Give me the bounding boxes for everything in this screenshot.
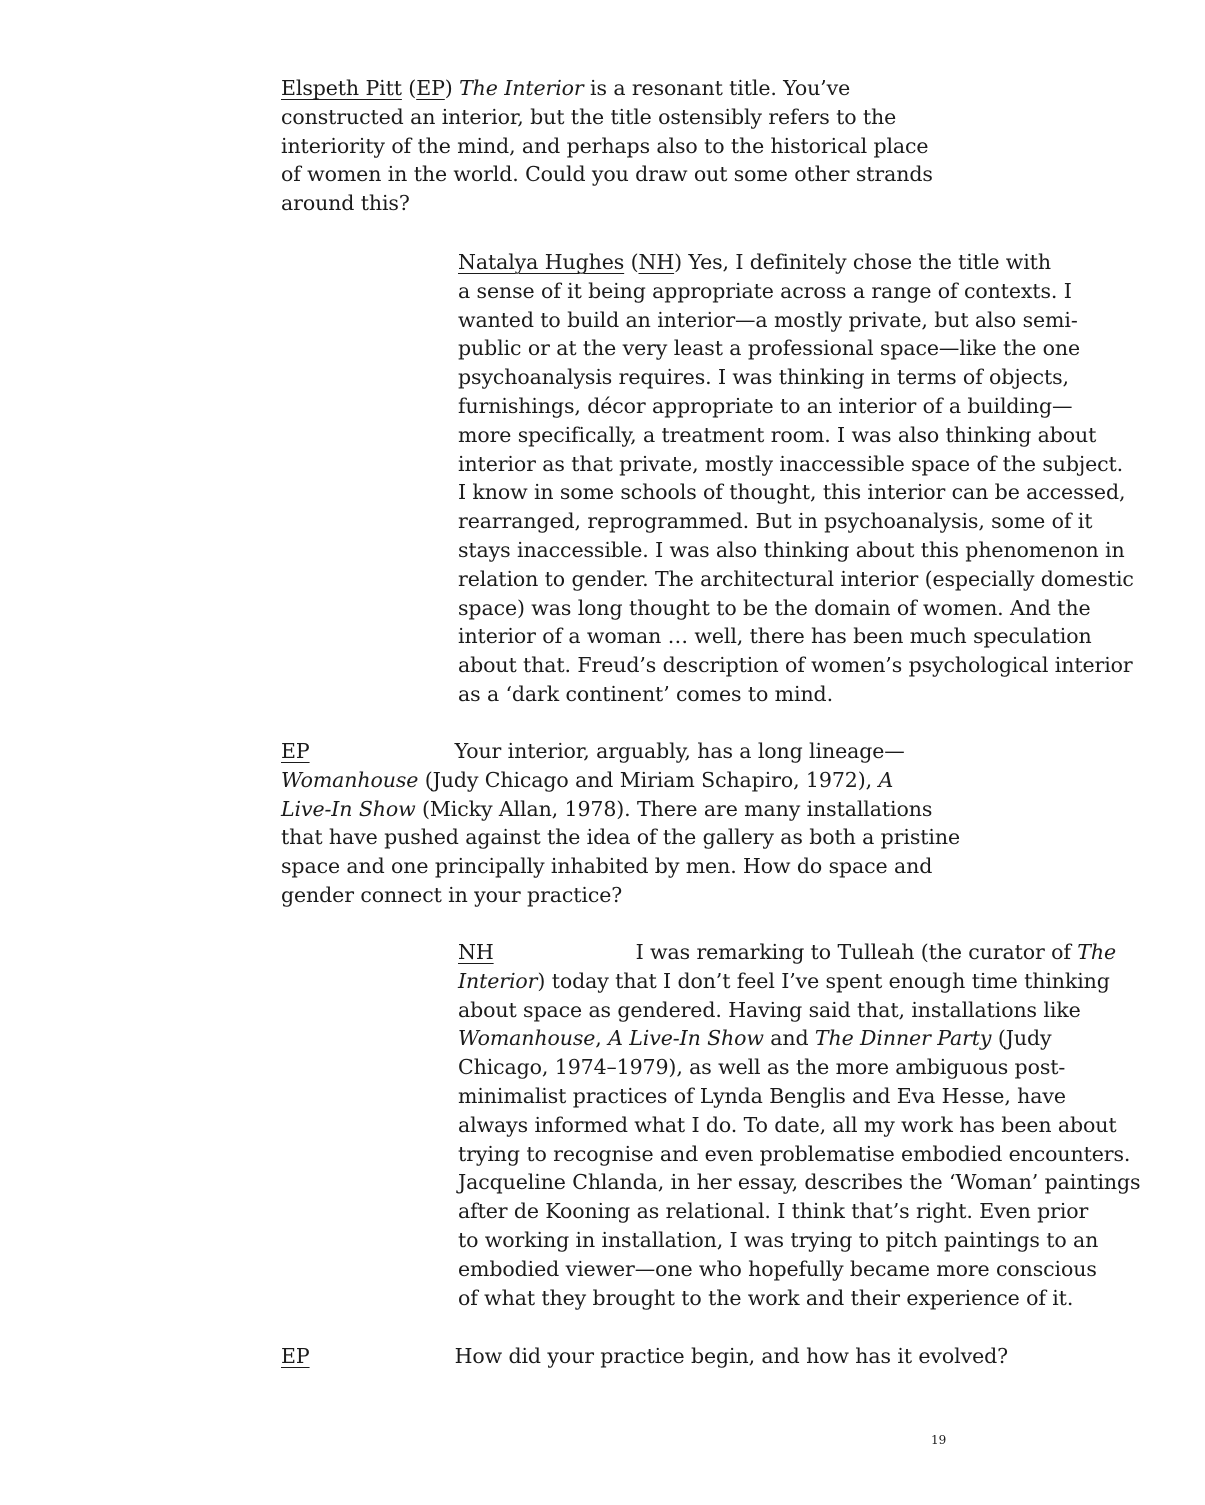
text-line	[458, 1082, 1140, 1111]
italic-title: A	[878, 767, 894, 792]
text-line	[458, 622, 1134, 651]
text-line	[458, 1255, 1140, 1284]
speaker-label: NH	[638, 250, 675, 274]
text-line	[458, 680, 1134, 709]
text-line	[458, 450, 1134, 479]
speaker-label: Elspeth Pitt	[281, 76, 402, 100]
italic-title: The	[1077, 940, 1116, 964]
text-run: Jacqueline Chlanda, in her essay, describes the ‘Woman’ paintings	[458, 1170, 1141, 1195]
speaker-label: EP	[281, 739, 310, 763]
text-run: interior of a woman … well, there has been much speculation	[458, 624, 1092, 649]
text-line	[458, 363, 1134, 392]
text-run: as a ‘dark continent’ comes to mind.	[458, 681, 833, 706]
text-run: of women in the world. Could you draw out some other strands	[281, 162, 933, 187]
page-number: 19	[931, 1433, 947, 1447]
italic-title: The Dinner Party	[814, 1026, 992, 1051]
text-run: I know in some schools of thought, this interior can be accessed,	[458, 480, 1126, 505]
text-run: (Judy	[991, 1026, 1052, 1051]
text-line	[458, 1053, 1140, 1082]
text-run: gender connect in your practice?	[281, 882, 623, 907]
text-line	[458, 594, 1134, 623]
text-run: public or at the very least a professional space—like the one	[458, 336, 1081, 361]
text-run: stays inaccessible. I was also thinking about this phenomenon in	[458, 537, 1125, 562]
text-line	[458, 1168, 1140, 1197]
text-run: minimalist practices of Lynda Benglis and Eva Hesse, have	[458, 1083, 1066, 1108]
text-run: rearranged, reprogrammed. But in psychoanalysis, some of it	[458, 509, 1093, 534]
text-run: space) was long thought to be the domain of women. And the	[458, 595, 1091, 620]
text-run: of what they brought to the work and their experience of it.	[458, 1285, 1074, 1310]
text-run: )	[444, 76, 460, 100]
text-line	[458, 478, 1134, 507]
text-run: ,	[595, 1026, 609, 1051]
text-line	[281, 823, 960, 852]
italic-title: The Interior	[459, 76, 584, 100]
text-run: (Judy Chicago and Miriam Schapiro, 1972),	[418, 767, 879, 792]
text-run: about that. Freud’s description of women’s psychological interior	[458, 653, 1133, 678]
text-line	[458, 536, 1134, 565]
text-line	[458, 507, 1134, 536]
italic-title: Live-In Show	[281, 796, 416, 821]
text-run: Your interior, arguably, has a long lineage—	[454, 739, 905, 763]
text-line	[281, 795, 960, 824]
text-line	[281, 74, 933, 103]
text-line	[458, 392, 1134, 421]
text-run: psychoanalysis requires. I was thinking in terms of objects,	[458, 365, 1069, 390]
text-run: (	[624, 250, 639, 274]
text-run: to working in installation, I was trying to pitch paintings to an	[458, 1227, 1099, 1252]
text-line	[281, 737, 960, 766]
text-line	[458, 248, 1134, 277]
interview-question-1	[281, 74, 933, 218]
text-run: (Micky Allan, 1978). There are many installations	[415, 796, 933, 821]
text-line	[281, 881, 960, 910]
text-line	[458, 277, 1134, 306]
interview-question-2	[281, 737, 960, 910]
text-run: trying to recognise and even problematise embodied encounters.	[458, 1141, 1131, 1166]
text-line	[458, 1111, 1140, 1140]
speaker-label: NH	[458, 940, 494, 964]
text-line	[458, 996, 1140, 1025]
speaker-label: Natalya Hughes	[458, 250, 625, 274]
text-line	[458, 421, 1134, 450]
interview-answer-2	[458, 938, 1140, 1312]
text-run: interiority of the mind, and perhaps also to the historical place	[281, 133, 929, 158]
text-run: always informed what I do. To date, all my work has been about	[458, 1112, 1117, 1137]
text-run: about space as gendered. Having said that, installations like	[458, 997, 1081, 1022]
italic-title: Womanhouse	[281, 767, 419, 792]
text-run: relation to gender. The architectural interior (especially domestic	[458, 566, 1134, 591]
text-line	[458, 967, 1140, 996]
text-run: is a resonant title. You’ve	[583, 76, 851, 100]
text-run: wanted to build an interior—a mostly private, but also semi-	[458, 307, 1078, 332]
italic-title: Womanhouse	[458, 1026, 596, 1051]
text-run: ) today that I don’t feel I’ve spent enough time thinking	[537, 968, 1110, 993]
text-run: that have pushed against the idea of the gallery as both a pristine	[281, 825, 960, 850]
text-line	[458, 306, 1134, 335]
text-run: embodied viewer—one who hopefully became more conscious	[458, 1256, 1097, 1281]
text-run: a sense of it being appropriate across a range of contexts. I	[458, 278, 1072, 303]
italic-title: Interior	[458, 968, 538, 993]
text-run: How did your practice begin, and how has it evolved?	[454, 1344, 1009, 1368]
text-run: around this?	[281, 191, 410, 216]
text-line	[281, 160, 933, 189]
text-line	[458, 1284, 1140, 1313]
text-line	[458, 334, 1134, 363]
interview-answer-1	[458, 248, 1134, 709]
text-run: I was remarking to Tulleah (the curator of	[635, 940, 1078, 964]
text-line	[458, 565, 1134, 594]
text-line	[458, 1226, 1140, 1255]
text-run: space and one principally inhabited by men. How do space and	[281, 854, 933, 879]
text-line	[281, 103, 933, 132]
text-run: interior as that private, mostly inaccessible space of the subject.	[458, 451, 1124, 476]
text-run: Chicago, 1974–1979), as well as the more ambiguous post-	[458, 1055, 1066, 1080]
speaker-label: EP	[416, 76, 445, 100]
text-line	[281, 852, 960, 881]
text-run: after de Kooning as relational. I think that’s right. Even prior	[458, 1199, 1089, 1224]
text-line	[458, 1197, 1140, 1226]
text-line	[458, 651, 1134, 680]
text-run: constructed an interior, but the title ostensibly refers to the	[281, 104, 897, 129]
text-line	[281, 766, 960, 795]
text-run: (	[401, 76, 417, 100]
text-line	[458, 1140, 1140, 1169]
text-run: and	[763, 1026, 815, 1051]
text-run: more specifically, a treatment room. I was also thinking about	[458, 422, 1097, 447]
text-run: ) Yes, I definitely chose the title with	[674, 250, 1051, 274]
text-line	[458, 938, 1140, 967]
interview-question-3	[281, 1342, 1008, 1371]
text-line	[281, 132, 933, 161]
text-line	[281, 1342, 1008, 1371]
text-line	[458, 1024, 1140, 1053]
speaker-label: EP	[281, 1344, 310, 1368]
text-line	[281, 189, 933, 218]
text-run: furnishings, décor appropriate to an interior of a building—	[458, 393, 1073, 418]
italic-title: A Live-In Show	[608, 1026, 764, 1051]
